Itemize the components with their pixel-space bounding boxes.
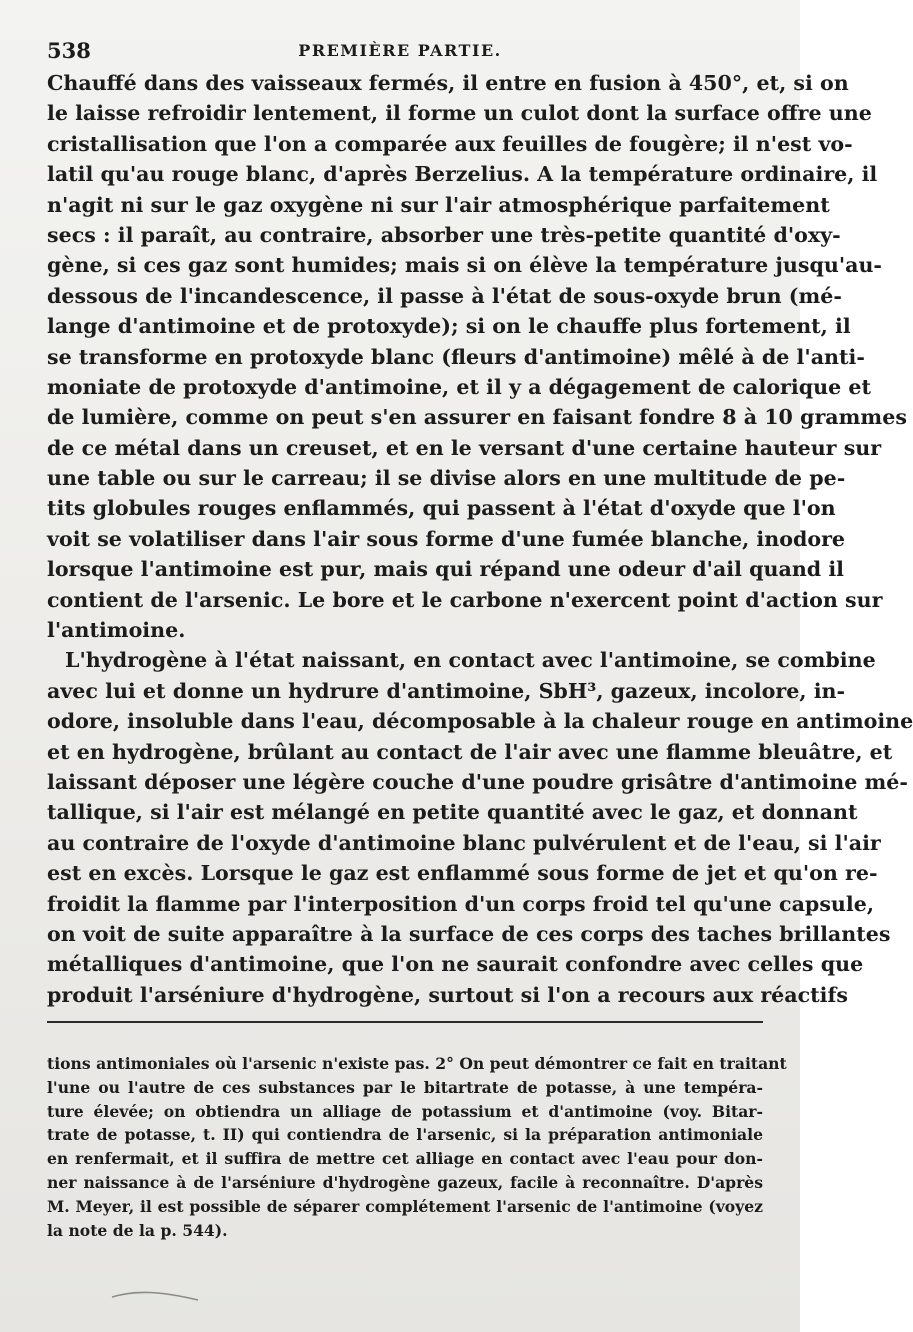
text-line: n'agit ni sur le gaz oxygène ni sur l'air atmosphérique parfaitement xyxy=(47,192,830,217)
text-line: l'antimoine. xyxy=(47,618,186,643)
footnote-line: tions antimoniales où l'arsenic n'existe pas. 2° On peut démontrer ce fait en traitant xyxy=(47,1054,787,1073)
pencil-scratch-mark xyxy=(110,1288,200,1302)
footnote-line: ture élevée; on obtiendra un alliage de potassium et d'antimoine (voy. Bitar- xyxy=(47,1101,763,1121)
footnote-line: l'une ou l'autre de ces substances par le bitartrate de potasse, à une tempéra- xyxy=(47,1077,763,1097)
text-line: avec lui et donne un hydrure d'antimoine, SbH³, gazeux, incolore, in- xyxy=(47,678,846,703)
text-line: est en excès. Lorsque le gaz est enflammé sous forme de jet et qu'on re- xyxy=(47,861,878,886)
text-line: dessous de l'incandescence, il passe à l'état de sous-oxyde brun (mé- xyxy=(47,283,842,308)
text-line: de lumière, comme on peut s'en assurer en faisant fondre 8 à 10 grammes xyxy=(47,405,907,430)
footnote-line: la note de la p. 544). xyxy=(47,1220,228,1240)
text-line: odore, insoluble dans l'eau, décomposable à la chaleur rouge en antimoine xyxy=(47,709,913,734)
text-line: de ce métal dans un creuset, et en le versant d'une certaine hauteur sur xyxy=(47,435,882,460)
text-line: laissant déposer une légère couche d'une poudre grisâtre d'antimoine mé- xyxy=(47,769,908,794)
footnote xyxy=(47,1052,787,1242)
text-line: voit se volatiliser dans l'air sous forme d'une fumée blanche, inodore xyxy=(47,526,846,551)
text-line: Chauffé dans des vaisseaux fermés, il entre en fusion à 450°, et, si on xyxy=(47,71,849,95)
text-line: contient de l'arsenic. Le bore et le carbone n'exercent point d'action sur xyxy=(47,587,883,612)
text-line: métalliques d'antimoine, que l'on ne saurait confondre avec celles que xyxy=(47,952,864,977)
text-line: gène, si ces gaz sont humides; mais si on élève la température jusqu'au- xyxy=(47,253,882,278)
page-number: 538 xyxy=(47,38,91,63)
text-line: au contraire de l'oxyde d'antimoine blanc pulvérulent et de l'eau, si l'air xyxy=(47,830,881,855)
text-line: lange d'antimoine et de protoxyde); si on le chauffe plus fortement, il xyxy=(47,314,851,339)
text-line: tits globules rouges enflammés, qui passent à l'état d'oxyde que l'on xyxy=(47,496,836,521)
text-line: se transforme en protoxyde blanc (fleurs d'antimoine) mêlé à de l'anti- xyxy=(47,344,865,369)
text-line: latil qu'au rouge blanc, d'après Berzelius. A la température ordinaire, il xyxy=(47,162,878,187)
text-line: cristallisation que l'on a comparée aux feuilles de fougère; il n'est vo- xyxy=(47,131,853,156)
text-line: produit l'arséniure d'hydrogène, surtout si l'on a recours aux réactifs xyxy=(47,982,848,1007)
footnote-line: ner naissance à de l'arséniure d'hydrogène gazeux, facile à reconnaître. D'après xyxy=(47,1172,763,1192)
page-header xyxy=(47,38,753,66)
footnote-line: en renfermait, et il suffira de mettre cet alliage en contact avec l'eau pour don- xyxy=(47,1149,763,1169)
text-line: une table ou sur le carreau; il se divise alors en une multitude de pe- xyxy=(47,466,846,491)
text-line: L'hydrogène à l'état naissant, en contact avec l'antimoine, se combine xyxy=(65,648,876,673)
text-line: lorsque l'antimoine est pur, mais qui répand une odeur d'ail quand il xyxy=(47,557,845,582)
footnote-line: M. Meyer, il est possible de séparer complétement l'arsenic de l'antimoine (voyez xyxy=(47,1196,763,1216)
text-line: le laisse refroidir lentement, il forme un culot dont la surface offre une xyxy=(47,101,872,126)
text-line: tallique, si l'air est mélangé en petite quantité avec le gaz, et donnant xyxy=(47,800,858,825)
text-line: secs : il paraît, au contraire, absorber une très-petite quantité d'oxy- xyxy=(47,222,841,247)
running-head: PREMIÈRE PARTIE. xyxy=(298,41,502,60)
footnote-divider xyxy=(47,1021,763,1023)
main-text xyxy=(47,68,913,1010)
text-line: froidit la flamme par l'interposition d'un corps froid tel qu'une capsule, xyxy=(47,891,874,916)
footnote-line: trate de potasse, t. II) qui contiendra de l'arsenic, si la préparation antimoniale xyxy=(47,1125,763,1145)
text-line: on voit de suite apparaître à la surface de ces corps des taches brillantes xyxy=(47,921,891,946)
text-line: moniate de protoxyde d'antimoine, et il y a dégagement de calorique et xyxy=(47,374,871,399)
text-line: et en hydrogène, brûlant au contact de l'air avec une flamme bleuâtre, et xyxy=(47,739,893,764)
